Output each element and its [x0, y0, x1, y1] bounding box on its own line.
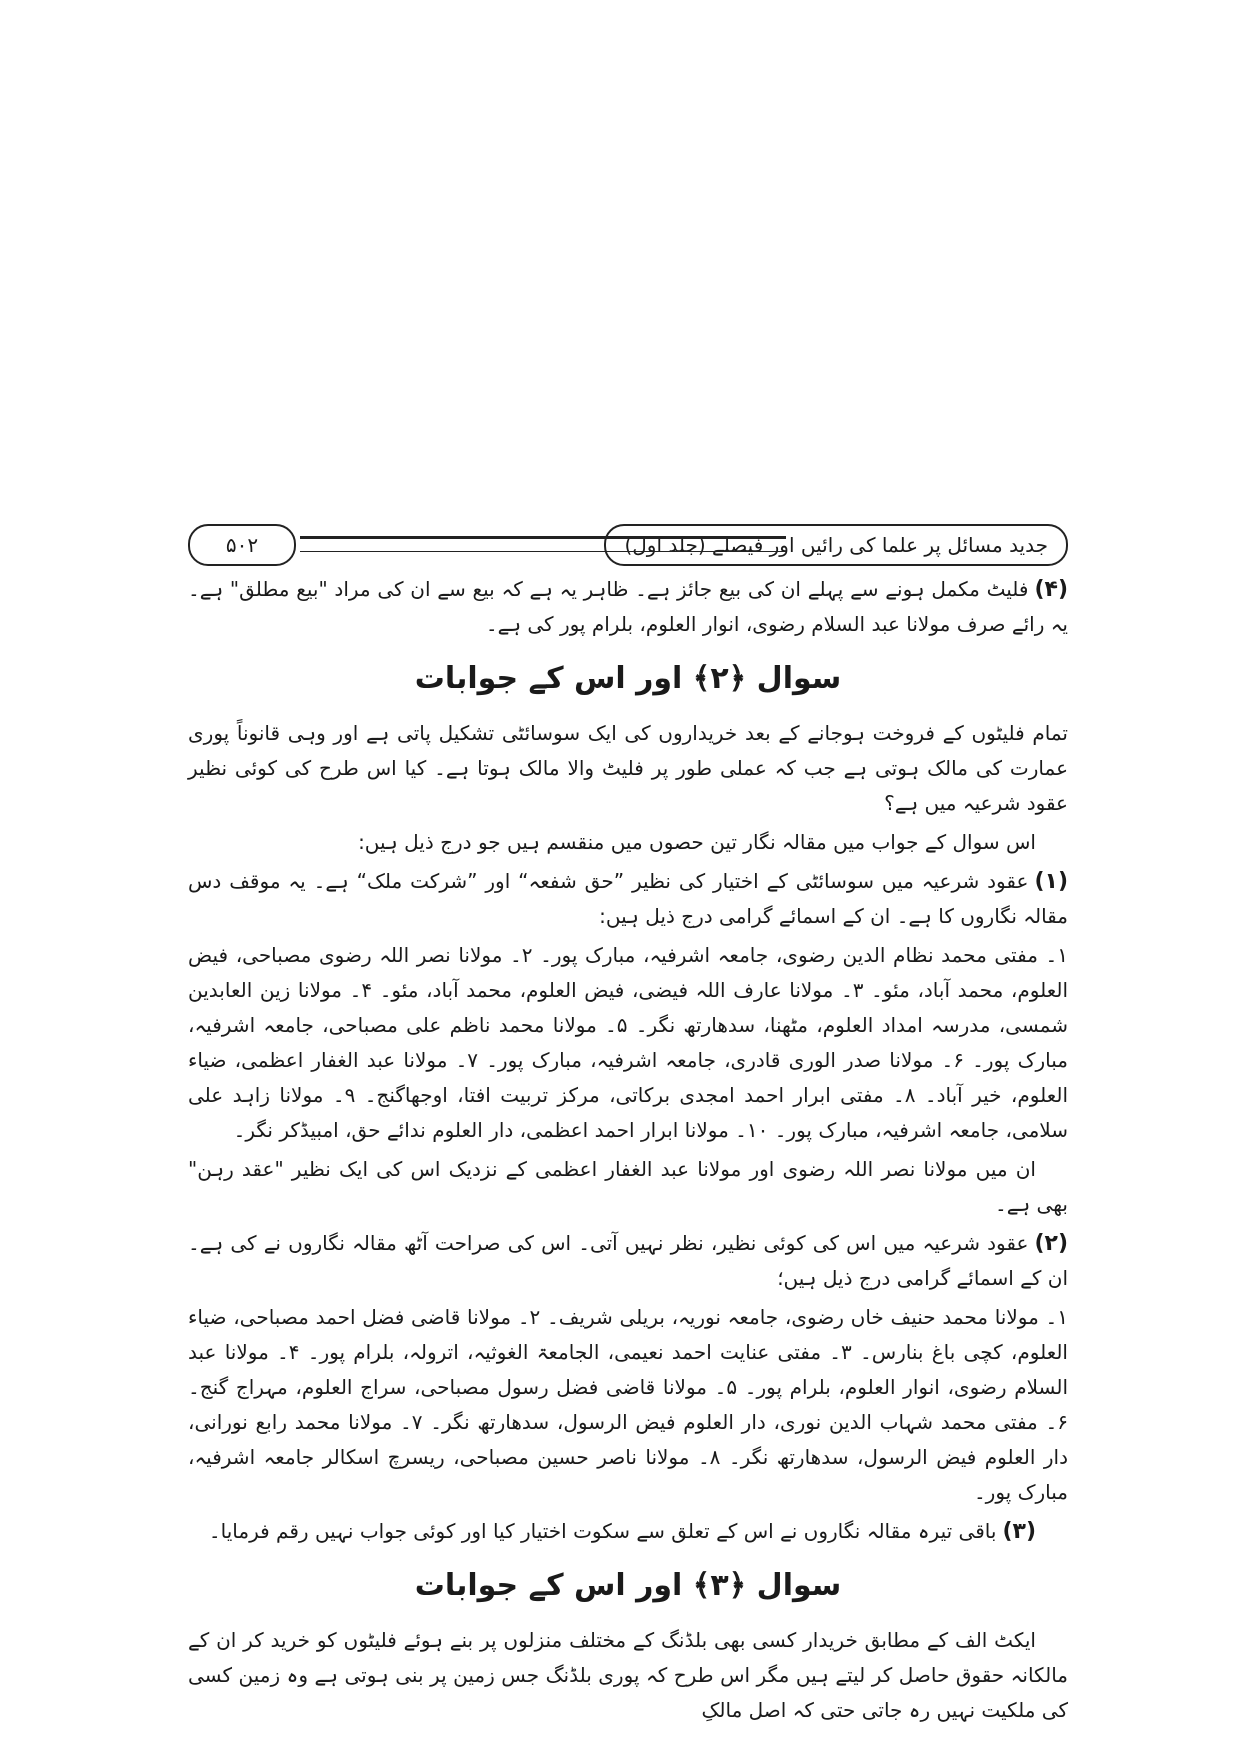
question-3-text: ایکٹ الف کے مطابق خریدار کسی بھی بلڈنگ کے مختلف منزلوں پر بنے ہوئے فلیٹوں کو خرید کر ان کے مالکانہ حقوق حاصل کر لیتے ہیں مگر اس طرح کہ پوری بلڈنگ جس زمین پر بنی ہوتی ہے وہ زمین کسی کی ملکیت نہیں رہ جاتی حتی کہ اصل مالکِ	[188, 1628, 1068, 1722]
answer-group-1	[188, 864, 1068, 934]
item-number: (۴)	[1034, 577, 1068, 602]
paragraph-text: عقود شرعیہ میں سوسائٹی کے اختیار کی نظیر ”حق شفعہ“ اور ”شرکت ملک“ ہے۔ یہ موقف دس مقالہ نگاروں کا ہے۔ ان کے اسمائے گرامی درج ذیل ہیں:	[188, 869, 1068, 928]
item-number: (۳)	[1002, 1519, 1036, 1544]
answer-intro: اس سوال کے جواب میں مقالہ نگار تین حصوں میں منقسم ہیں جو درج ذیل ہیں:	[358, 830, 1036, 854]
running-header	[188, 520, 1068, 568]
section-heading-question-3: سوال ﴿۳﴾ اور اس کے جوابات	[414, 1568, 842, 1603]
item-number: (۲)	[1034, 1231, 1068, 1256]
paragraph-opinion-4	[188, 572, 1068, 642]
names-list-group-2: ۱۔ مولانا محمد حنیف خاں رضوی، جامعہ نوریہ، بریلی شریف۔ ۲۔ مولانا قاضی فضل احمد مصباحی، ضیاء العلوم، کچی باغ بنارس۔ ۳۔ مفتی عنایت احمد نعیمی، الجامعۃ الغوثیہ، اترولہ، بلرام پور۔ ۴۔ مولانا عبد السلام رضوی، انوار العلوم، بلرام پور۔ ۵۔ مولانا قاضی فضل رسول مصباحی، سراج العلوم، مہراج گنج۔ ۶۔ مفتی محمد شہاب الدین نوری، دار العلوم فیض الرسول، سدھارتھ نگر۔ ۷۔ مولانا محمد رابع نورانی، دار العلوم فیض الرسول، سدھارتھ نگر۔ ۸۔ مولانا ناصر حسین مصباحی، ریسرچ اسکالر جامعہ اشرفیہ، مبارک پور۔	[188, 1305, 1069, 1504]
question-2-text: تمام فلیٹوں کے فروخت ہوجانے کے بعد خریداروں کی ایک سوسائٹی تشکیل پاتی ہے اور وہی قانوناً پوری عمارت کی مالک ہوتی ہے جب کہ عملی طور پر فلیٹ والا مالک ہوتا ہے۔ کیا اس طرح کی کوئی نظیر عقود شرعیہ میں ہے؟	[188, 721, 1068, 815]
names-list-group-1: ۱۔ مفتی محمد نظام الدین رضوی، جامعہ اشرفیہ، مبارک پور۔ ۲۔ مولانا نصر اللہ رضوی مصباحی، فیض العلوم، محمد آباد، مئو۔ ۳۔ مولانا عارف اللہ فیضی، فیض العلوم، محمد آباد، مئو۔ ۴۔ مولانا زین العابدین شمسی، مدرسہ امداد العلوم، مٹھنا، سدھارتھ نگر۔ ۵۔ مولانا محمد ناظم علی مصباحی، جامعہ اشرفیہ، مبارک پور۔ ۶۔ مولانا صدر الوری قادری، جامعہ اشرفیہ، مبارک پور۔ ۷۔ مولانا عبد الغفار اعظمی، ضیاء العلوم، خیر آباد۔ ۸۔ مفتی ابرار احمد امجدی برکاتی، مرکز تربیت افتا، اوجھاگنج۔ ۹۔ مولانا زاہد علی سلامی، جامعہ اشرفیہ، مبارک پور۔ ۱۰۔ مولانا ابرار احمد اعظمی، دار العلوم ندائے حق، امبیڈکر نگر۔	[188, 943, 1068, 1142]
page-number: ۵۰۲	[188, 524, 296, 566]
paragraph-text: فلیٹ مکمل ہونے سے پہلے ان کی بیع جائز ہے۔ ظاہر یہ ہے کہ بیع سے ان کی مراد "بیع مطلق" ہے۔ یہ رائے صرف مولانا عبد السلام رضوی، انوار العلوم، بلرام پور کی ہے۔	[188, 577, 1068, 636]
note-paragraph: ان میں مولانا نصر اللہ رضوی اور مولانا عبد الغفار اعظمی کے نزدیک اس کی ایک نظیر "عقد رہن" بھی ہے۔	[188, 1157, 1068, 1216]
paragraph-text: باقی تیرہ مقالہ نگاروں نے اس کے تعلق سے سکوت اختیار کیا اور کوئی جواب نہیں رقم فرمایا۔	[208, 1519, 997, 1543]
answer-group-2	[188, 1226, 1068, 1296]
item-number: (۱)	[1034, 869, 1068, 894]
page-body	[188, 572, 1068, 1732]
header-rule	[300, 536, 786, 552]
section-heading-question-2: سوال ﴿۲﴾ اور اس کے جوابات	[414, 661, 842, 696]
book-title: جدید مسائل پر علما کی رائیں اور فیصلے (جلد اول)	[604, 524, 1068, 566]
paragraph-text: عقود شرعیہ میں اس کی کوئی نظیر، نظر نہیں آتی۔ اس کی صراحت آٹھ مقالہ نگاروں نے کی ہے۔ ان کے اسمائے گرامی درج ذیل ہیں؛	[188, 1231, 1068, 1290]
answer-group-3	[188, 1514, 1068, 1549]
